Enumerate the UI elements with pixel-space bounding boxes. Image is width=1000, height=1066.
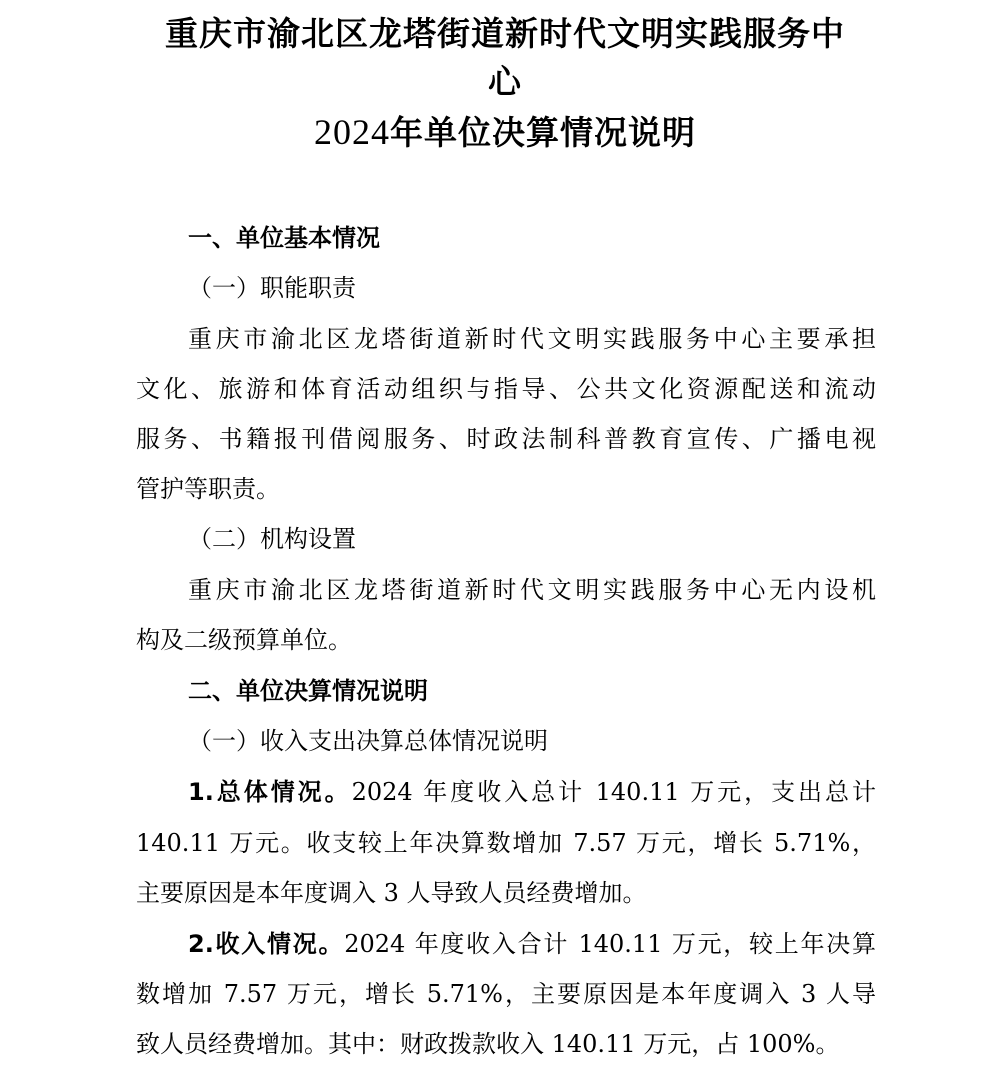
paragraph-lead: 2.收入情况。 (188, 930, 345, 958)
document-title-line-3 (130, 108, 880, 157)
paragraph-text: 2024 年度收入合计 140.11 万元，较上年决算 (344, 930, 876, 958)
paragraph-line: 服务、书籍报刊借阅服务、时政法制科普教育宣传、广播电视 (136, 425, 876, 453)
document-title-line-2: 心 (488, 62, 522, 101)
title-year: 2024 (314, 112, 390, 152)
paragraph-line: 重庆市渝北区龙塔街道新时代文明实践服务中心无内设机 (188, 576, 876, 604)
paragraph-line: 主要原因是本年度调入 3 人导致人员经费增加。 (136, 879, 647, 907)
paragraph-line: 致人员经费增加。其中：财政拨款收入 140.11 万元，占 100%。 (136, 1030, 840, 1058)
paragraph-line: 管护等职责。 (136, 475, 280, 503)
paragraph-text: 2024 年度收入总计 140.11 万元，支出总计 (351, 778, 876, 806)
section-1-heading: 一、单位基本情况 (188, 224, 380, 252)
title-text: 年单位决算情况说明 (390, 113, 696, 152)
paragraph-line: 重庆市渝北区龙塔街道新时代文明实践服务中心主要承担 (188, 325, 876, 353)
paragraph-line (188, 927, 876, 961)
paragraph-line (188, 775, 876, 809)
section-1-sub-2-heading: （二）机构设置 (188, 525, 356, 553)
paragraph-line: 构及二级预算单位。 (136, 626, 352, 654)
section-2-sub-1-heading: （一）收入支出决算总体情况说明 (188, 727, 548, 755)
paragraph-line: 140.11 万元。收支较上年决算数增加 7.57 万元，增长 5.71%， (136, 829, 876, 857)
section-1-sub-1-heading: （一）职能职责 (188, 274, 356, 302)
section-2-heading: 二、单位决算情况说明 (188, 677, 428, 705)
document-title-line-1: 重庆市渝北区龙塔街道新时代文明实践服务中 (165, 14, 845, 53)
paragraph-line: 文化、旅游和体育活动组织与指导、公共文化资源配送和流动 (136, 375, 876, 403)
paragraph-lead: 1.总体情况。 (188, 778, 352, 806)
paragraph-line: 数增加 7.57 万元，增长 5.71%，主要原因是本年度调入 3 人导 (136, 980, 876, 1008)
